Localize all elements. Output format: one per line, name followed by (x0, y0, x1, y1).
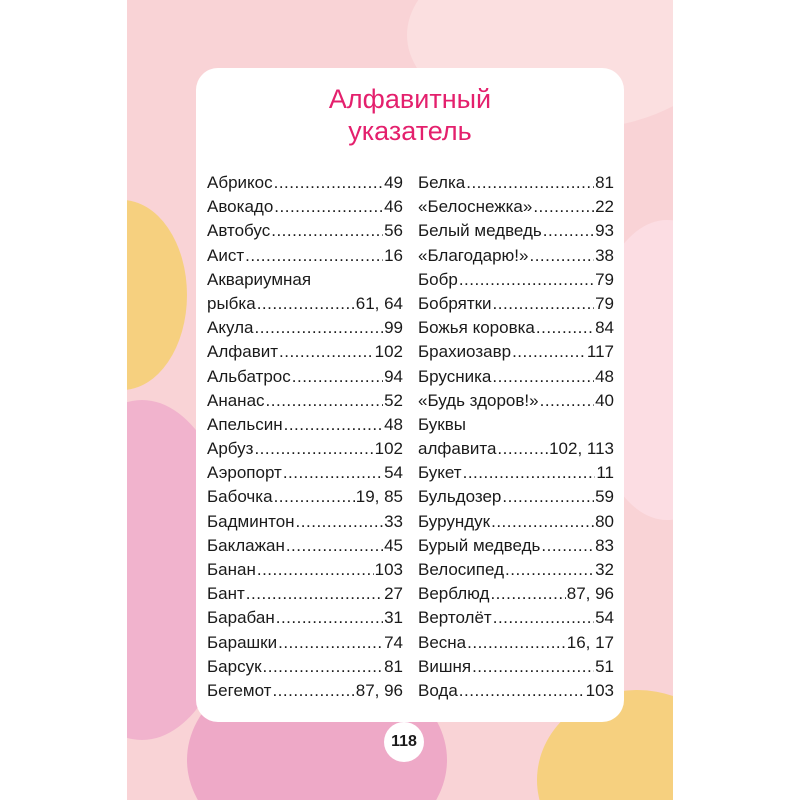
index-term: Брахиозавр (418, 342, 512, 362)
page-title-line-2: указатель (348, 116, 472, 146)
index-term: Вода (418, 680, 458, 700)
index-term: Альбатрос (207, 366, 291, 386)
index-term: Букет (418, 463, 462, 483)
index-term: Бегемот (207, 680, 272, 700)
index-entry (207, 558, 403, 582)
index-page-numbers: 49 (384, 173, 403, 192)
index-entry (207, 655, 403, 679)
index-entry (418, 655, 614, 679)
dot-leader (274, 195, 383, 219)
index-page-numbers: 81 (384, 656, 403, 676)
dot-leader (472, 655, 594, 679)
index-term: Бабочка (207, 487, 273, 507)
index-term: «Будь здоров!» (418, 390, 539, 410)
index-term: Верблюд (418, 584, 490, 604)
dot-leader (254, 316, 383, 340)
index-entry (207, 437, 403, 461)
index-term: «Благодарю!» (418, 245, 529, 265)
dot-leader (296, 510, 384, 534)
index-term: Баклажан (207, 535, 285, 555)
index-term: Аист (207, 245, 245, 265)
index-term: Апельсин (207, 414, 283, 434)
dot-leader (286, 534, 383, 558)
index-term: Бобр (418, 269, 458, 289)
index-page-numbers: 81 (595, 173, 614, 192)
index-page-numbers: 54 (595, 608, 614, 628)
dot-leader (466, 171, 594, 195)
index-page-numbers: 103 (374, 560, 403, 579)
page-number: 118 (384, 722, 424, 762)
index-page-numbers: 80 (595, 511, 614, 531)
index-term: Авокадо (207, 197, 274, 217)
index-entry (207, 461, 403, 485)
index-term: Ананас (207, 390, 265, 410)
index-term: Бант (207, 584, 245, 604)
index-entry (207, 631, 403, 655)
dot-leader (463, 461, 596, 485)
dot-leader (491, 510, 594, 534)
dot-leader (278, 631, 383, 655)
index-term: Бадминтон (207, 511, 295, 531)
index-page-numbers: 54 (384, 463, 403, 483)
index-entry (418, 606, 614, 630)
index-entry (418, 461, 614, 485)
index-term: Банан (207, 560, 256, 579)
index-term: Алфавит (207, 342, 279, 362)
dot-leader (272, 679, 354, 703)
index-entry (418, 244, 614, 268)
index-term: Весна (418, 632, 467, 652)
index-entry (418, 679, 614, 703)
index-term: Белка (418, 173, 466, 192)
index-entry (418, 219, 614, 243)
dot-leader (543, 219, 594, 243)
index-entry (207, 413, 403, 437)
index-card (196, 68, 624, 722)
index-entry (207, 534, 403, 558)
dot-leader (459, 268, 594, 292)
index-page-numbers: 74 (384, 632, 403, 652)
index-entry (418, 485, 614, 509)
index-page-numbers: 31 (384, 608, 403, 628)
dot-leader (246, 582, 383, 606)
index-term: Арбуз (207, 439, 254, 459)
index-entry (207, 485, 403, 509)
index-entry (418, 292, 614, 316)
index-term: Велосипед (418, 560, 504, 579)
index-entry (418, 437, 614, 461)
dot-leader (279, 340, 374, 364)
index-page-numbers: 79 (595, 293, 614, 313)
dot-leader (533, 195, 594, 219)
index-term: Аквариумная (207, 269, 312, 289)
index-entry (207, 606, 403, 630)
index-page-numbers: 48 (595, 366, 614, 386)
index-page-numbers: 83 (595, 535, 614, 555)
index-term: алфавита (418, 439, 497, 459)
index-page-numbers: 45 (384, 535, 403, 555)
dot-leader (493, 606, 594, 630)
index-term: Аэропорт (207, 463, 282, 483)
index-column-left (207, 171, 403, 703)
index-term: Барашки (207, 632, 278, 652)
index-page-numbers: 33 (384, 511, 403, 531)
index-page-numbers: 32 (595, 560, 614, 579)
dot-leader (540, 389, 594, 413)
index-term: Барабан (207, 608, 275, 628)
index-entry (418, 389, 614, 413)
index-entry (207, 679, 403, 703)
index-term: Абрикос (207, 173, 273, 192)
index-column-right (418, 171, 614, 703)
index-page-numbers: 52 (384, 390, 403, 410)
index-page-numbers: 102, 113 (549, 439, 614, 459)
index-entry (207, 195, 403, 219)
index-page-numbers: 102 (374, 439, 403, 459)
index-page-numbers: 16, 17 (566, 632, 614, 652)
dot-leader (493, 292, 595, 316)
dot-leader (512, 340, 586, 364)
index-entry (207, 389, 403, 413)
dot-leader (502, 485, 594, 509)
dot-leader (529, 244, 594, 268)
index-entry (418, 316, 614, 340)
dot-leader (257, 292, 355, 316)
index-term: Бурундук (418, 511, 491, 531)
dot-leader (459, 679, 585, 703)
dot-leader (497, 437, 548, 461)
index-page-numbers: 87, 96 (355, 680, 403, 700)
index-page-numbers: 59 (595, 487, 614, 507)
index-entry (418, 195, 614, 219)
index-term: Бульдозер (418, 487, 502, 507)
index-entry (418, 534, 614, 558)
index-entry (418, 413, 614, 437)
dot-leader (490, 582, 565, 606)
index-term: Бурый медведь (418, 535, 541, 555)
index-entry (418, 631, 614, 655)
index-page-numbers: 79 (595, 269, 614, 289)
index-page-numbers: 93 (595, 221, 614, 241)
index-entry (207, 582, 403, 606)
dot-leader (257, 558, 374, 582)
index-entry (207, 244, 403, 268)
dot-leader (274, 171, 383, 195)
index-entry (207, 268, 403, 292)
dot-leader (266, 389, 384, 413)
index-term: «Белоснежка» (418, 197, 533, 217)
dot-leader (276, 606, 383, 630)
index-entry (418, 558, 614, 582)
index-page-numbers: 16 (384, 245, 403, 265)
index-entry (418, 171, 614, 195)
index-page-numbers: 94 (384, 366, 403, 386)
decorative-blob (127, 200, 187, 390)
index-entry (207, 365, 403, 389)
index-page-numbers: 84 (595, 318, 614, 338)
dot-leader (505, 558, 594, 582)
index-term: Белый медведь (418, 221, 542, 241)
index-entry (207, 292, 403, 316)
dot-leader (283, 461, 383, 485)
index-page-numbers: 27 (384, 584, 403, 604)
index-page-numbers: 61, 64 (355, 293, 403, 313)
dot-leader (467, 631, 566, 655)
index-term: Акула (207, 318, 254, 338)
index-entry (418, 510, 614, 534)
dot-leader (245, 244, 383, 268)
index-page-numbers: 117 (586, 342, 614, 362)
index-term: Буквы (418, 414, 466, 434)
index-entry (418, 340, 614, 364)
index-entry (418, 268, 614, 292)
index-page-numbers: 19, 85 (355, 487, 403, 507)
index-term: рыбка (207, 293, 256, 313)
dot-leader (284, 413, 383, 437)
index-entry (207, 219, 403, 243)
index-entry (207, 316, 403, 340)
index-term: Брусника (418, 366, 492, 386)
dot-leader (292, 365, 383, 389)
index-page-numbers: 48 (384, 414, 403, 434)
index-page-numbers: 56 (384, 221, 403, 241)
dot-leader (274, 485, 355, 509)
index-term: Божья коровка (418, 318, 535, 338)
index-page-numbers: 38 (595, 245, 614, 265)
index-page-numbers: 40 (595, 390, 614, 410)
index-page-numbers: 99 (384, 318, 403, 338)
dot-leader (254, 437, 373, 461)
index-page-numbers: 87, 96 (566, 584, 614, 604)
dot-leader (541, 534, 594, 558)
index-page-numbers: 46 (384, 197, 403, 217)
dot-leader (536, 316, 594, 340)
dot-leader (492, 365, 594, 389)
index-entry (207, 340, 403, 364)
index-term: Вертолёт (418, 608, 492, 628)
dot-leader (263, 655, 384, 679)
index-entry (418, 365, 614, 389)
index-term: Барсук (207, 656, 262, 676)
index-page-numbers: 22 (595, 197, 614, 217)
index-term: Автобус (207, 221, 271, 241)
index-page-numbers: 103 (585, 680, 614, 700)
dot-leader (271, 219, 383, 243)
index-entry (418, 582, 614, 606)
index-page-numbers: 11 (596, 463, 614, 483)
index-entry (207, 510, 403, 534)
index-term: Бобрятки (418, 293, 492, 313)
page-title-line-1: Алфавитный (328, 84, 492, 114)
index-page-numbers: 102 (374, 342, 403, 362)
index-term: Вишня (418, 656, 472, 676)
index-page-numbers: 51 (595, 656, 614, 676)
index-entry (207, 171, 403, 195)
